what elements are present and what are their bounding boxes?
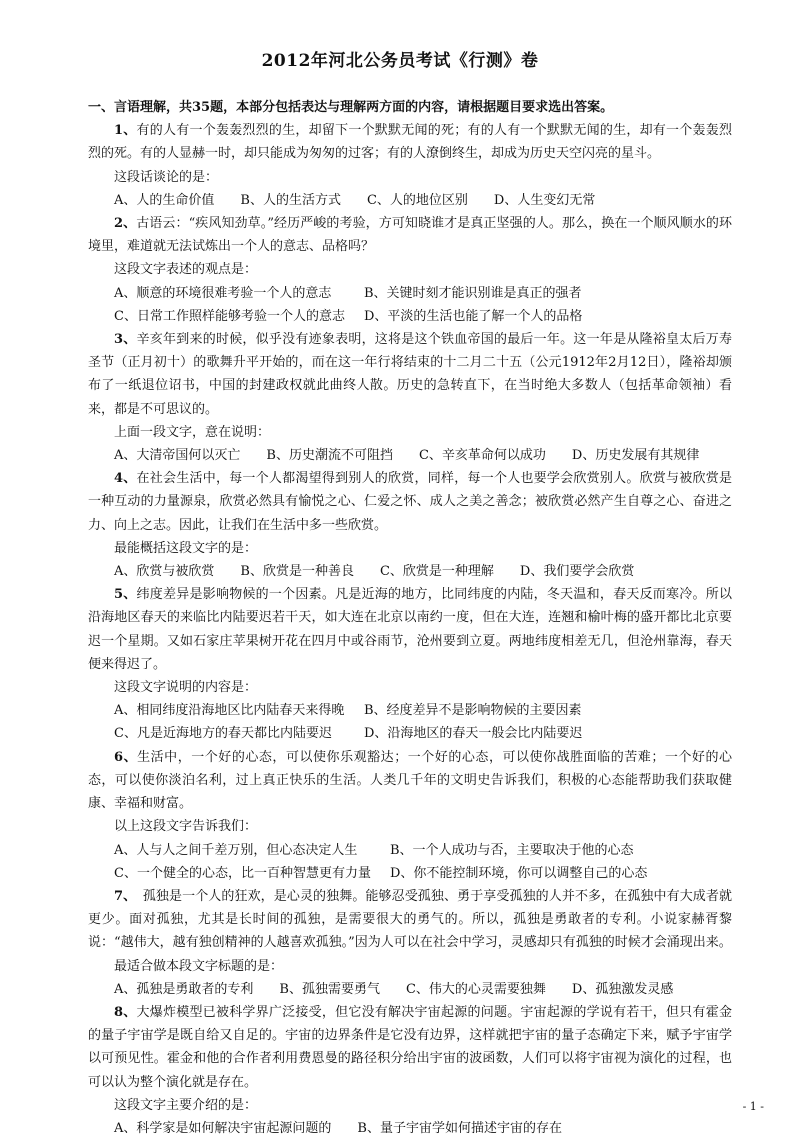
option-b[interactable]: B、一个人成功与否，主要取决于他的心态 bbox=[390, 842, 634, 858]
question-number: 2、 bbox=[114, 216, 137, 232]
option-c[interactable]: C、一个健全的心态，比一百种智慧更有力量 bbox=[114, 865, 371, 881]
question-3-options bbox=[88, 444, 732, 467]
question-body: 孤独是一个人的狂欢，是心灵的独舞。能够忍受孤独、勇于享受孤独的人并不多，在孤独中有大成者就更少。面对孤独，尤其是长时间的孤独，是需要很大的勇气的。所以，孤独是勇敢者的专利。小说家赫胥黎说：“越伟大，越有独创精神的人越喜欢孤独。”因为人可以在社会中学习，灵感却只有孤独的时候才会涌现出来。 bbox=[88, 888, 732, 951]
question-8-options bbox=[88, 1117, 732, 1140]
question-1-options bbox=[88, 189, 732, 212]
page-title: 2012年河北公务员考试《行测》卷 bbox=[261, 51, 539, 71]
question-body: 生活中，一个好的心态，可以使你乐观豁达；一个好的心态，可以使你战胜面临的苦难；一个好的心态，可以使你淡泊名利，过上真正快乐的生活。人类几千年的文明史告诉我们，积极的心态能帮助我们获取健康、幸福和财富。 bbox=[88, 749, 732, 812]
question-5-text bbox=[88, 583, 732, 676]
question-2-stem: 这段文字表述的观点是： bbox=[114, 262, 258, 278]
option-a[interactable]: A、人的生命价值 bbox=[114, 192, 215, 208]
question-body: 古语云：“疾风知劲草。”经历严峻的考验，方可知晓谁才是真正坚强的人。那么，换在一个顺风顺水的环境里，难道就无法试炼出一个人的意志、品格吗？ bbox=[88, 216, 732, 255]
question-4-stem: 最能概括这段文字的是： bbox=[114, 540, 258, 556]
option-c[interactable]: C、人的地位区别 bbox=[366, 192, 468, 208]
question-body: 有的人有一个轰轰烈烈的生，却留下一个默默无闻的死；有的人有一个默默无闻的生，却有一个轰轰烈烈的死。有的人显赫一时，却只能成为匆匆的过客；有的人潦倒终生，却成为历史天空闪亮的星斗。 bbox=[88, 123, 732, 162]
question-number: 3、 bbox=[114, 332, 137, 348]
option-d[interactable]: D、人生变幻无常 bbox=[493, 192, 596, 208]
option-c[interactable]: C、欣赏是一种理解 bbox=[379, 564, 494, 580]
question-7-stem: 最适合做本段文字标题的是： bbox=[114, 958, 284, 974]
option-b[interactable]: B、人的生活方式 bbox=[240, 192, 341, 208]
question-4-options bbox=[88, 560, 732, 583]
option-b[interactable]: B、历史潮流不可阻挡 bbox=[266, 448, 393, 464]
option-a[interactable]: A、相同纬度沿海地区比内陆春天来得晚 bbox=[114, 703, 345, 719]
question-number: 5、 bbox=[114, 587, 137, 603]
option-c[interactable]: C、凡是近海地方的春天都比内陆要迟 bbox=[114, 726, 332, 742]
option-d[interactable]: D、孤独激发灵感 bbox=[571, 981, 674, 997]
question-8-text bbox=[88, 1001, 732, 1094]
option-d[interactable]: D、历史发展有其规律 bbox=[571, 448, 700, 464]
option-a[interactable]: A、顺意的环境很难考验一个人的意志 bbox=[114, 285, 332, 301]
option-c[interactable]: C、日常工作照样能够考验一个人的意志 bbox=[114, 308, 345, 324]
question-5-options bbox=[88, 699, 732, 745]
question-body: 辛亥年到来的时候，似乎没有迹象表明，这将是这个铁血帝国的最后一年。这一年是从隆裕皇太后万寿圣节（正月初十）的歌舞升平开始的，而在这一年行将结束的十二月二十五（公元1912年2月12日），隆裕却颁布了一纸退位诏书，中国的封建政权就此曲终人散。历史的急转直下，在当时绝大多数人（包括革命领袖）看来，都是不可思议的。 bbox=[88, 332, 732, 417]
question-6-stem: 以上这段文字告诉我们： bbox=[114, 819, 258, 835]
question-2-text bbox=[88, 212, 732, 258]
option-a[interactable]: A、孤独是勇敢者的专利 bbox=[114, 981, 254, 997]
option-d[interactable]: D、我们要学会欣赏 bbox=[519, 564, 635, 580]
question-body: 纬度差异是影响物候的一个因素。凡是近海的地方，比同纬度的内陆，冬天温和，春天反而寒冷。所以沿海地区春天的来临比内陆要迟若干天，如大连在北京以南约一度，但在大连，连翘和榆叶梅的盛开都比北京要迟一个星期。又如石家庄苹果树开花在四月中或谷雨节，沧州要到立夏。两地纬度相差无几，但沧州靠海，春天便来得迟了。 bbox=[88, 587, 732, 672]
question-number: 6、 bbox=[114, 749, 138, 765]
option-b[interactable]: B、孤独需要勇气 bbox=[279, 981, 380, 997]
question-4-text bbox=[88, 467, 732, 537]
option-c[interactable]: C、辛亥革命何以成功 bbox=[418, 448, 546, 464]
question-6-options bbox=[88, 839, 732, 885]
option-b[interactable]: B、量子宇宙学如何描述宇宙的存在 bbox=[357, 1120, 562, 1136]
option-d[interactable]: D、你不能控制环境，你可以调整自己的心态 bbox=[390, 865, 648, 881]
option-a[interactable]: A、人与人之间千差万别，但心态决定人生 bbox=[114, 842, 358, 858]
option-d[interactable]: D、沿海地区的春天一般会比内陆要迟 bbox=[364, 726, 583, 742]
option-b[interactable]: B、欣赏是一种善良 bbox=[240, 564, 354, 580]
question-3-stem: 上面一段文字，意在说明： bbox=[114, 424, 271, 440]
question-2-options bbox=[88, 282, 732, 328]
option-b[interactable]: B、关键时刻才能识别谁是真正的强者 bbox=[364, 285, 582, 301]
question-body: 大爆炸模型已被科学界广泛接受，但它没有解决宇宙起源的问题。宇宙起源的学说有若干，但只有霍金的量子宇宙学是既自给又自足的。宇宙的边界条件是它没有边界，这样就把宇宙的量子态确定下来，赋予宇宙学以可预见性。霍金和他的合作者利用费恩曼的路径积分给出宇宙的波函数，人们可以将宇宙视为演化的过程，也可以认为整个演化就是存在。 bbox=[88, 1004, 732, 1090]
option-c[interactable]: C、伟大的心灵需要独舞 bbox=[405, 981, 546, 997]
option-b[interactable]: B、经度差异不是影响物候的主要因素 bbox=[364, 703, 582, 719]
question-1-stem: 这段话谈论的是： bbox=[114, 169, 219, 185]
question-1-text bbox=[88, 119, 732, 165]
question-number: 4、 bbox=[114, 471, 137, 487]
question-number: 1、 bbox=[114, 123, 137, 139]
question-7-options bbox=[88, 978, 732, 1001]
question-5-stem: 这段文字说明的内容是： bbox=[114, 680, 258, 696]
question-7-text bbox=[88, 885, 732, 955]
question-number: 8、 bbox=[114, 1004, 137, 1020]
option-a[interactable]: A、科学家是如何解决宇宙起源问题的 bbox=[114, 1120, 332, 1136]
question-body: 在社会生活中，每一个人都渴望得到别人的欣赏，同样，每一个人也要学会欣赏别人。欣赏与被欣赏是一种互动的力量源泉，欣赏必然具有愉悦之心、仁爱之怀、成人之美之善念；被欣赏必然产生自尊之心、奋进之力、向上之志。因此，让我们在生活中多一些欣赏。 bbox=[88, 471, 732, 533]
option-a[interactable]: A、大清帝国何以灭亡 bbox=[114, 448, 241, 464]
document-body bbox=[88, 96, 732, 1140]
question-6-text bbox=[88, 746, 732, 816]
question-8-stem: 这段文字主要介绍的是： bbox=[114, 1097, 258, 1113]
question-number: 7、 bbox=[114, 888, 130, 904]
option-d[interactable]: D、平淡的生活也能了解一个人的品格 bbox=[364, 308, 583, 324]
question-3-text bbox=[88, 328, 732, 421]
page-number: - 1 - bbox=[742, 1100, 764, 1113]
section-heading: 一、言语理解，共35题，本部分包括表达与理解两方面的内容，请根据题目要求选出答案。 bbox=[88, 100, 614, 115]
option-a[interactable]: A、欣赏与被欣赏 bbox=[114, 564, 215, 580]
